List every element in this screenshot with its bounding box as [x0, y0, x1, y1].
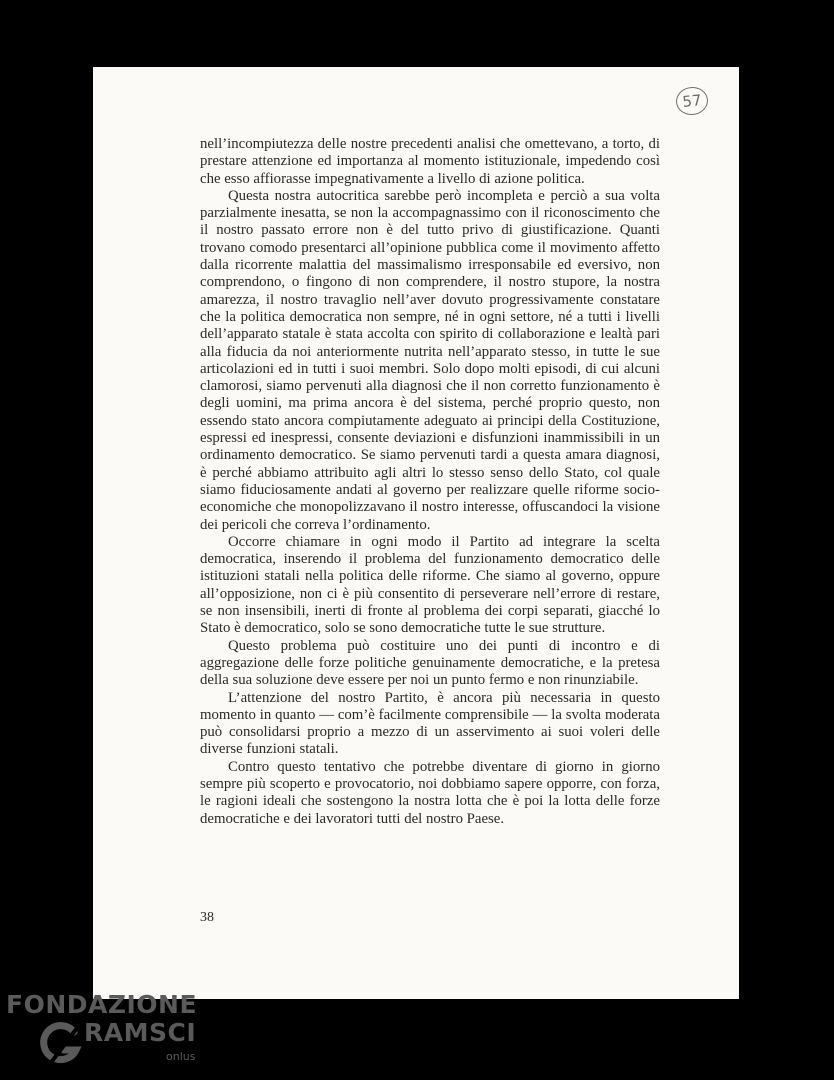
page-number: 38: [200, 910, 214, 925]
paragraph-1: nell’incompiutezza delle nostre precedenti analisi che omettevano, a torto, di prestare attenzione ed importanza al momento istituzionale, impedendo così che esso affiorasse impegnativamente a livello di azione politica.: [200, 136, 660, 187]
paragraph-5: L’attenzione del nostro Partito, è ancora più necessaria in questo momento in quanto — com’è facilmente comprensibile — la svolta moderata può consolidarsi proprio a mezzo di un asservimento ai suoi voleri delle diverse funzioni statali.: [200, 689, 660, 758]
paragraph-3: Occorre chiamare in ogni modo il Partito ad integrare la scelta democratica, inserendo il problema del funzionamento democratico delle istituzioni statali nella politica delle riforme. Che siamo al governo, oppure all’opposizione, non ci è più consentito di perseverare nell’errore di restare, se non insensibili, inerti di fronte al problema dei corpi separati, giacché lo Stato è democratico, solo se sono democratiche tutte le sue strutture.: [200, 533, 660, 637]
body-text: [200, 136, 660, 828]
paragraph-4: Questo problema può costituire uno dei punti di incontro e di aggregazione delle forze politiche genuinamente democratiche, e la pretesa della sua soluzione deve essere per noi un punto fermo e non rinunziabile.: [200, 637, 660, 689]
logo-subtitle: onlus: [166, 1050, 196, 1063]
logo-line-1: FONDAZIONE: [6, 990, 198, 1019]
document-page: [93, 67, 739, 999]
handwritten-page-annotation: 57: [675, 85, 710, 116]
logo-g-icon: [36, 1020, 82, 1066]
paragraph-2: Questa nostra autocritica sarebbe però incompleta e perciò a sua volta parzialmente inesatta, se non la accompagnassimo con il riconoscimento che il nostro passato errore non è del tutto privo di giustificazione. Quanti trovano comodo presentarci all’opinione pubblica come il movimento affetto dalla ricorrente malattia del massimalismo irresponsabile ed eversivo, non comprendono, o fingono di non comprendere, il nostro stupore, la nostra amarezza, il nostro travaglio nell’aver dovuto progressivamente constatare che la politica democratica non sempre, né in ogni settore, né a tutti i livelli dell’apparato statale è stata accolta con spirito di collaborazione e lealtà pari alla fiducia da noi anteriormente nutrita nell’apparato stesso, in tutte le sue articolazioni ed in tutti i suoi membri. Solo dopo molti episodi, di cui alcuni clamorosi, siamo pervenuti alla diagnosi che il non corretto funzionamento è degli uomini, ma prima ancora è del sistema, perché proprio questo, non essendo stato ancora compiutamente adeguato ai principi della Costituzione, espressi ed inespressi, consente deviazioni e disfunzioni inammissibili in un ordinamento democratico. Se siamo pervenuti tardi a questa amara diagnosi, è perché abbiamo attribuito agli altri lo stesso senso dello Stato, col quale siamo fiduciosamente andati al governo per realizzare quelle riforme socio-economiche che monopolizzavano il nostro interesse, offuscandoci la visione dei pericoli che correva l’ordinamento.: [200, 187, 660, 533]
logo-line-2: RAMSCI: [84, 1018, 197, 1047]
paragraph-6: Contro questo tentativo che potrebbe diventare di giorno in giorno sempre più scoperto e provocatorio, noi dobbiamo sapere opporre, con forza, le ragioni ideali che sostengono la nostra lotta che è poi la lotta delle forze democratiche e dei lavoratori tutti del nostro Paese.: [200, 758, 660, 827]
fondazione-gramsci-logo: [6, 990, 206, 1080]
